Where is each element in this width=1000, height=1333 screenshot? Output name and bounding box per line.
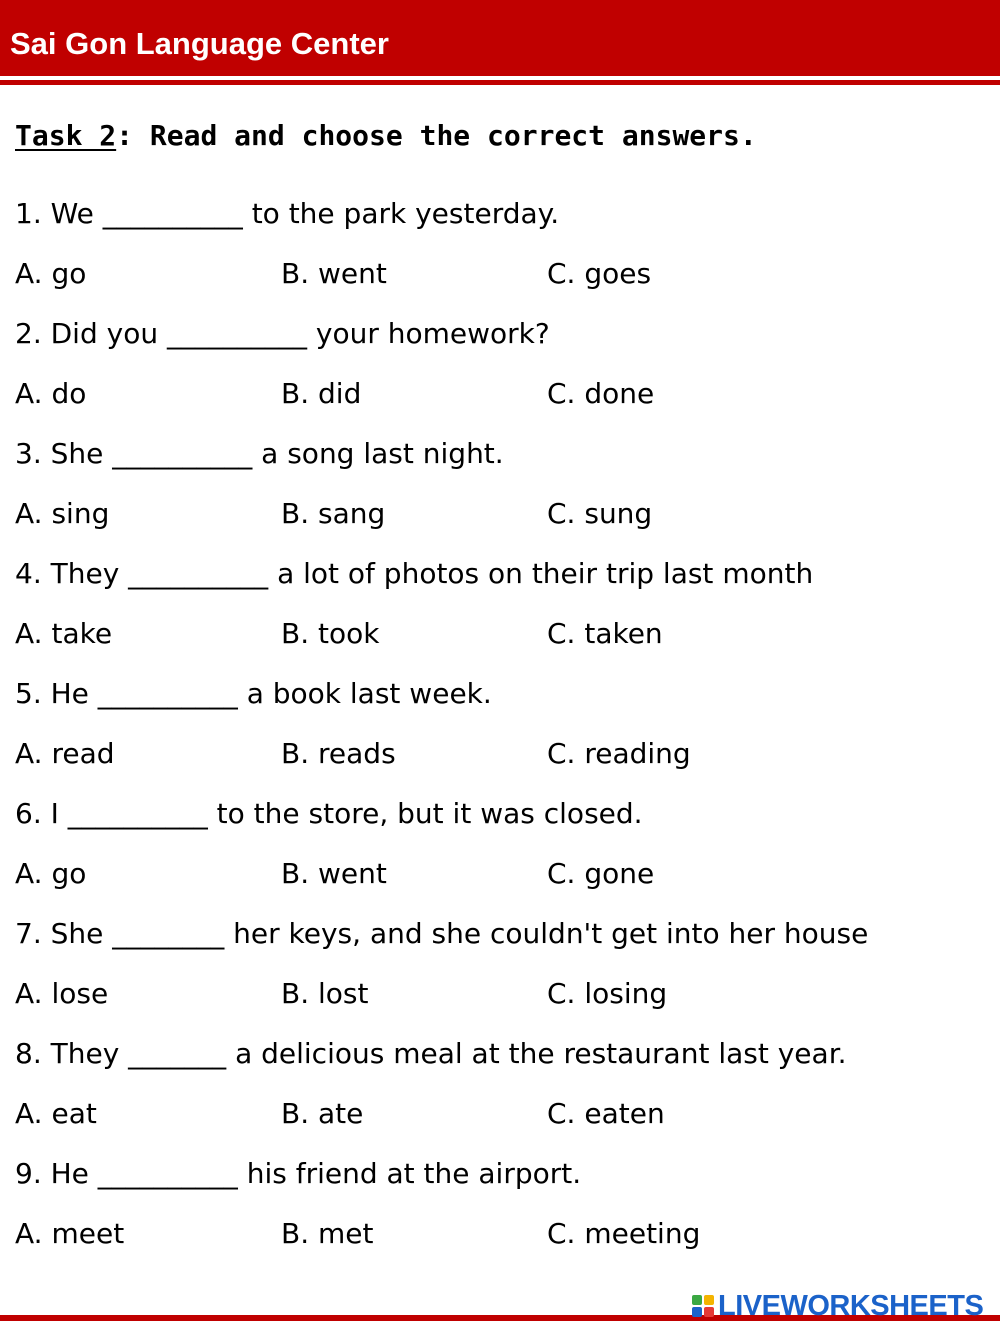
q1-option-b[interactable]: B. went: [281, 257, 387, 290]
task-label: Task 2: [15, 119, 117, 152]
header-bar: [0, 0, 1000, 76]
q4-option-c[interactable]: C. taken: [547, 617, 663, 650]
question-1: 1. We __________ to the park yesterday.: [15, 197, 560, 230]
q6-option-a[interactable]: A. go: [15, 857, 87, 890]
task-instruction: : Read and choose the correct answers.: [116, 119, 757, 152]
q1-option-a[interactable]: A. go: [15, 257, 87, 290]
q7-option-a[interactable]: A. lose: [15, 977, 109, 1010]
liveworksheets-brand[interactable]: [692, 1291, 983, 1321]
question-5: 5. He __________ a book last week.: [15, 677, 492, 710]
q9-option-c[interactable]: C. meeting: [547, 1217, 701, 1250]
question-2: 2. Did you __________ your homework?: [15, 317, 550, 350]
q8-option-c[interactable]: C. eaten: [547, 1097, 665, 1130]
question-9: 9. He __________ his friend at the airport.: [15, 1157, 582, 1190]
q2-option-b[interactable]: B. did: [281, 377, 362, 410]
question-6: 6. I __________ to the store, but it was closed.: [15, 797, 643, 830]
q3-option-c[interactable]: C. sung: [547, 497, 653, 530]
q2-option-a[interactable]: A. do: [15, 377, 87, 410]
q4-option-b[interactable]: B. took: [281, 617, 380, 650]
q8-option-b[interactable]: B. ate: [281, 1097, 364, 1130]
header-title: Sai Gon Language Center: [10, 26, 389, 61]
header-divider: [0, 80, 1000, 85]
question-8: 8. They _______ a delicious meal at the restaurant last year.: [15, 1037, 847, 1070]
q3-option-b[interactable]: B. sang: [281, 497, 386, 530]
q6-option-c[interactable]: C. gone: [547, 857, 655, 890]
task-heading: [15, 118, 757, 154]
q3-option-a[interactable]: A. sing: [15, 497, 110, 530]
question-3: 3. She __________ a song last night.: [15, 437, 504, 470]
brand-text: LIVEWORKSHEETS: [718, 1290, 984, 1322]
q5-option-b[interactable]: B. reads: [281, 737, 396, 770]
q8-option-a[interactable]: A. eat: [15, 1097, 97, 1130]
liveworksheets-logo-icon: [692, 1295, 714, 1317]
q9-option-b[interactable]: B. met: [281, 1217, 374, 1250]
q7-option-b[interactable]: B. lost: [281, 977, 369, 1010]
q5-option-a[interactable]: A. read: [15, 737, 115, 770]
q7-option-c[interactable]: C. losing: [547, 977, 668, 1010]
q1-option-c[interactable]: C. goes: [547, 257, 652, 290]
question-4: 4. They __________ a lot of photos on their trip last month: [15, 557, 814, 590]
q2-option-c[interactable]: C. done: [547, 377, 655, 410]
question-7: 7. She ________ her keys, and she couldn't get into her house: [15, 917, 869, 950]
q5-option-c[interactable]: C. reading: [547, 737, 691, 770]
q4-option-a[interactable]: A. take: [15, 617, 113, 650]
q6-option-b[interactable]: B. went: [281, 857, 387, 890]
q9-option-a[interactable]: A. meet: [15, 1217, 125, 1250]
